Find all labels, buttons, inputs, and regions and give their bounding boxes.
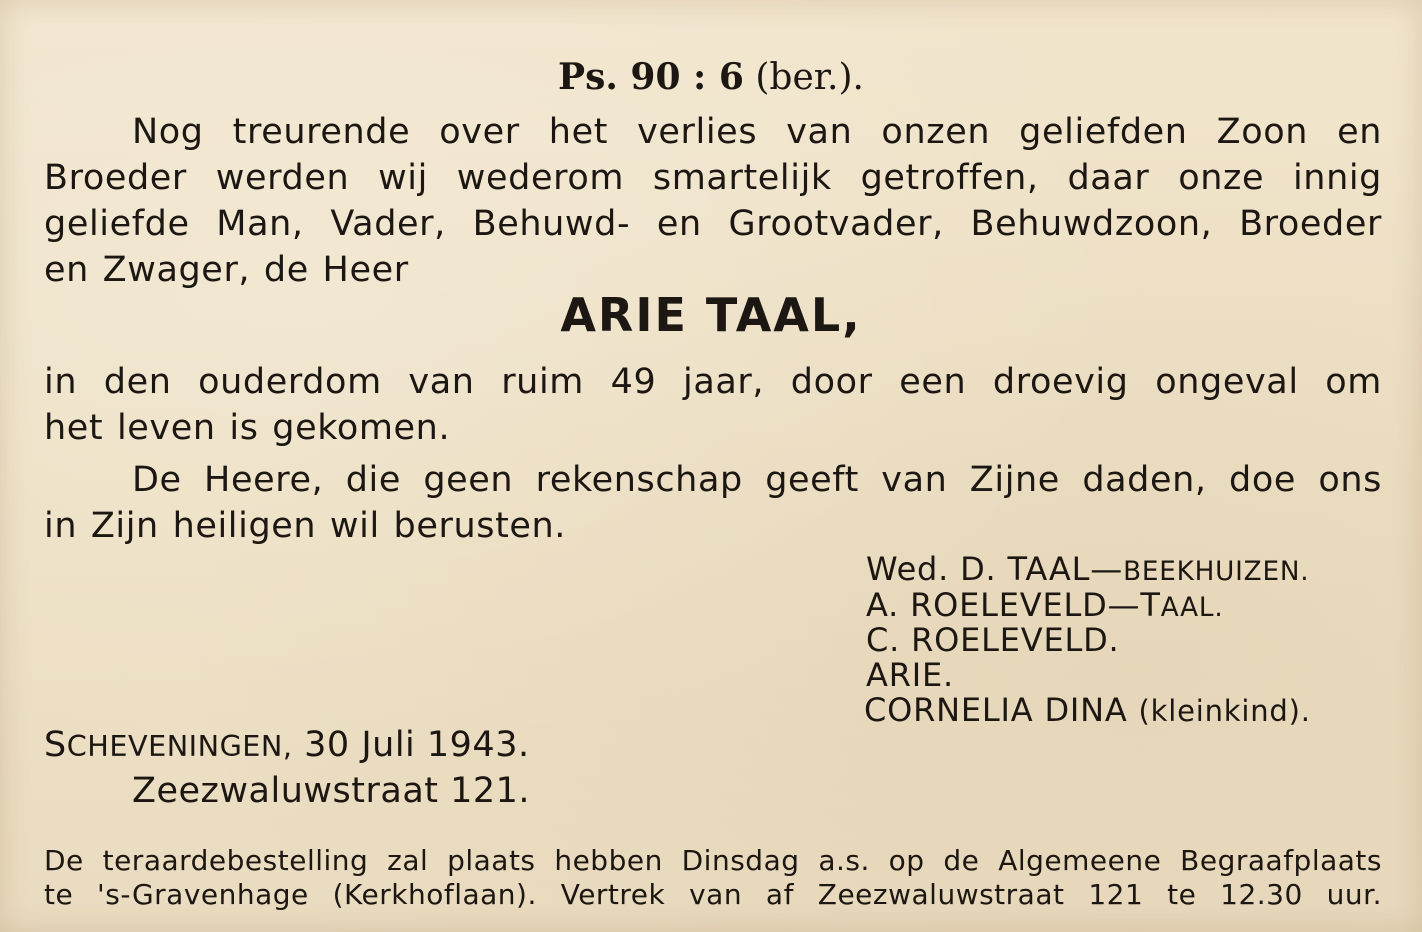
signer-2-name-end: AAL.	[1160, 593, 1224, 623]
signer-5	[864, 691, 1311, 729]
psalm-reference	[0, 56, 1422, 98]
place-and-date	[44, 725, 530, 765]
psalm-note: (ber.).	[755, 57, 864, 98]
city-initial: S	[44, 725, 67, 765]
announcement-line-1: Nog treurende over het verlies van onzen geliefden Zoon en	[132, 112, 1382, 152]
deceased-name: ARIE TAAL,	[560, 288, 862, 342]
funeral-notice-line-1: De teraardebestelling zal plaats hebben Dinsdag a.s. op de Algemeene Begraafplaats	[44, 844, 1382, 877]
signer-1-name: Wed. D. TAAL—	[866, 550, 1124, 588]
signer-3: C. ROELEVELD.	[866, 621, 1120, 659]
funeral-notice-line-2: te 's-Gravenhage (Kerkhoflaan). Vertrek van af Zeezwaluwstraat 121 te 12.30 uur.	[44, 878, 1382, 911]
address: Zeezwaluwstraat 121.	[132, 771, 531, 811]
announcement-line-2: Broeder werden wij wederom smartelijk getroffen, daar onze innig	[44, 158, 1382, 198]
prayer-line-1: De Heere, die geen rekenschap geeft van Zijne daden, doe ons	[132, 460, 1382, 500]
psalm-verse: Ps. 90 : 6	[558, 56, 744, 98]
age-line-2: het leven is gekomen.	[44, 408, 451, 448]
date: 30 Juli 1943.	[304, 725, 530, 765]
prayer-line-2: in Zijn heiligen wil berusten.	[44, 506, 567, 546]
signer-2	[866, 586, 1223, 624]
signer-1	[866, 550, 1309, 588]
signer-1-maiden-name: BEEKHUIZEN.	[1123, 557, 1310, 587]
announcement-line-3: geliefde Man, Vader, Behuwd- en Grootvader, Behuwdzoon, Broeder	[44, 204, 1382, 244]
signer-5-name: CORNELIA DINA	[864, 691, 1128, 729]
signer-5-relation: (kleinkind).	[1138, 694, 1311, 728]
announcement-line-4: en Zwager, de Heer	[44, 250, 409, 290]
city-name: CHEVENINGEN,	[66, 729, 293, 763]
signer-2-name: A. ROELEVELD—T	[866, 586, 1161, 624]
signer-4: ARIE.	[866, 656, 954, 694]
age-line-1: in den ouderdom van ruim 49 jaar, door een droevig ongeval om	[44, 362, 1382, 402]
